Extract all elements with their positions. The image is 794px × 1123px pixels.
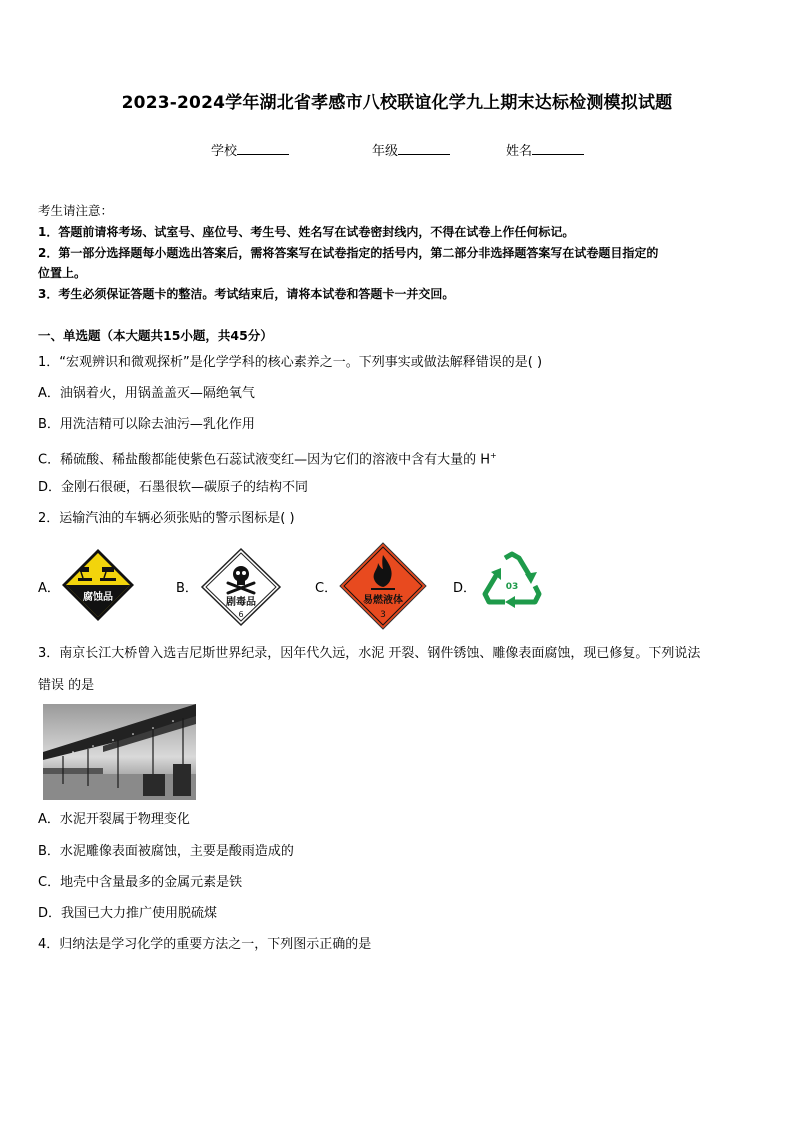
recycle-sign-text: 03 — [505, 582, 519, 592]
bridge-photo — [43, 704, 196, 800]
q3-stem-line1: 3．南京长江大桥曾入选吉尼斯世界纪录，因年代久远，水泥 开裂、钢件锈蚀、雕像表面腐蚀，现已修复。下列说法 — [38, 646, 701, 661]
q3-option-b: B．水泥雕像表面被腐蚀，主要是酸雨造成的 — [38, 844, 294, 859]
corrosive-sign-text: 腐蚀品 — [83, 592, 113, 603]
q2-label-d: D． — [453, 581, 477, 596]
q1-option-d: D．金刚石很硬，石墨很软—碳原子的结构不同 — [38, 480, 309, 495]
q2-label-a: A． — [38, 581, 60, 596]
grade-field — [372, 140, 450, 159]
q2-label-b: B． — [176, 581, 198, 596]
q3-option-d: D．我国已大力推广使用脱硫煤 — [38, 906, 218, 921]
name-field — [506, 140, 584, 159]
toxic-sign-icon — [200, 547, 282, 627]
q4-stem: 4．归纳法是学习化学的重要方法之一，下列图示正确的是 — [38, 937, 372, 952]
q1-stem: 1．“宏观辨识和微观探析”是化学学科的核心素养之一。下列事实或做法解释错误的是( ) — [38, 355, 543, 370]
page-title: 2023-2024学年湖北省孝感市八校联谊化学九上期末达标检测模拟试题 — [121, 93, 673, 113]
school-label: 学校 — [211, 144, 238, 159]
q1-option-c-text: C．稀硫酸、稀盐酸都能使紫色石蕊试液变红—因为它们的溶液中含有大量的 H — [38, 452, 490, 468]
corrosive-sign-icon — [60, 547, 136, 623]
q1-option-c — [38, 446, 497, 470]
flammable-sign-text: 易燃液体 — [363, 595, 403, 606]
q3-stem-line2: 错误 的是 — [38, 678, 95, 693]
q2-label-c: C． — [315, 581, 338, 596]
notice-item-2: 2．第一部分选择题每小题选出答案后，需将答案写在试卷指定的括号内，第二部分非选择题答案写在试卷题目指定的 — [38, 246, 659, 260]
section-heading: 一、单选题（本大题共15小题，共45分） — [38, 328, 273, 343]
school-blank — [237, 142, 289, 155]
school-field — [211, 140, 289, 159]
flammable-liquid-sign-icon — [338, 541, 428, 631]
grade-label: 年级 — [372, 144, 399, 159]
q1-option-b: B．用洗洁精可以除去油污—乳化作用 — [38, 417, 255, 432]
toxic-sign-number: 6 — [238, 610, 244, 619]
notice-item-1: 1．答题前请将考场、试室号、座位号、考生号、姓名写在试卷密封线内，不得在试卷上作任何标记。 — [38, 225, 575, 239]
q3-option-a: A．水泥开裂属于物理变化 — [38, 812, 190, 827]
recycle-sign-icon — [477, 550, 547, 616]
notice-item-2-cont: 位置上。 — [38, 266, 87, 280]
q1-option-a: A．油锅着火，用锅盖盖灭—隔绝氧气 — [38, 386, 255, 401]
name-blank — [532, 142, 584, 155]
q3-option-c: C．地壳中含量最多的金属元素是铁 — [38, 875, 243, 890]
grade-blank — [398, 142, 450, 155]
toxic-sign-text: 剧毒品 — [226, 597, 256, 608]
notice-item-3: 3．考生必须保证答题卡的整洁。考试结束后，请将本试卷和答题卡一并交回。 — [38, 287, 455, 301]
notice-heading: 考生请注意： — [38, 203, 114, 218]
q2-stem: 2．运输汽油的车辆必须张贴的警示图标是( ) — [38, 511, 295, 526]
name-label: 姓名 — [506, 144, 533, 159]
q1-option-c-sup: + — [490, 451, 497, 460]
flammable-sign-number: 3 — [380, 610, 386, 620]
